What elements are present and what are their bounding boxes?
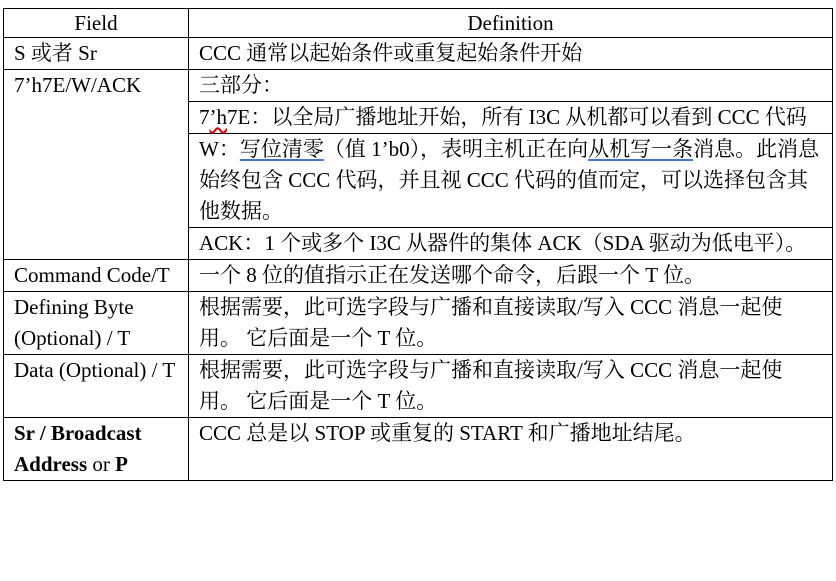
- address-description: 7E：以全局广播地址开始，所有 I3C 从机都可以看到 CCC 代码: [227, 105, 807, 129]
- definition-cell: 一个 8 位的值指示正在发送哪个命令，后跟一个 T 位。: [189, 260, 833, 292]
- write-bit-text: （值 1’b0），表明主机正在向: [323, 137, 589, 161]
- field-cell: Command Code/T: [4, 260, 189, 292]
- table-row: [4, 292, 833, 355]
- definition-cell: ACK：1 个或多个 I3C 从器件的集体 ACK（SDA 驱动为低电平）。: [189, 228, 833, 260]
- table-row: [4, 355, 833, 418]
- write-bit-label: W：: [199, 137, 240, 161]
- definition-cell: [189, 102, 833, 134]
- definition-cell: CCC 通常以起始条件或重复起始条件开始: [189, 38, 833, 70]
- definition-cell: [189, 134, 833, 228]
- underlined-text: 从机写一条: [588, 137, 694, 161]
- definition-cell: CCC 总是以 STOP 或重复的 START 和广播地址结尾。: [189, 418, 833, 481]
- field-bold-text: P: [115, 452, 128, 476]
- field-cell: S 或者 Sr: [4, 38, 189, 70]
- table-row: [4, 38, 833, 70]
- definition-cell: 根据需要，此可选字段与广播和直接读取/写入 CCC 消息一起使用。 它后面是一个 T 位。: [189, 355, 833, 418]
- field-text: or: [87, 452, 116, 476]
- field-cell: Data (Optional) / T: [4, 355, 189, 418]
- table-row: [4, 260, 833, 292]
- field-cell: 7’h7E/W/ACK: [4, 70, 189, 260]
- header-field: Field: [4, 9, 189, 38]
- field-cell: Defining Byte (Optional) / T: [4, 292, 189, 355]
- definition-cell: 根据需要，此可选字段与广播和直接读取/写入 CCC 消息一起使用。 它后面是一个 T 位。: [189, 292, 833, 355]
- table-row: [4, 70, 833, 102]
- underlined-text: 写位清零: [239, 137, 324, 161]
- address-prefix: 7: [199, 105, 210, 129]
- field-cell: [4, 418, 189, 481]
- table-row: [4, 418, 833, 481]
- field-bold-text: Sr / Broadcast Address: [14, 421, 142, 476]
- definition-cell: 三部分：: [189, 70, 833, 102]
- header-definition: Definition: [189, 9, 833, 38]
- definition-table: [3, 8, 833, 481]
- table-header-row: [4, 9, 833, 38]
- write-bit-text: 消息。此消息始终包含 CCC 代码，并且视 CCC 代码的值而定，可以选择包含其他数据。: [199, 137, 820, 223]
- spell-flagged-text: ’h: [209, 105, 227, 129]
